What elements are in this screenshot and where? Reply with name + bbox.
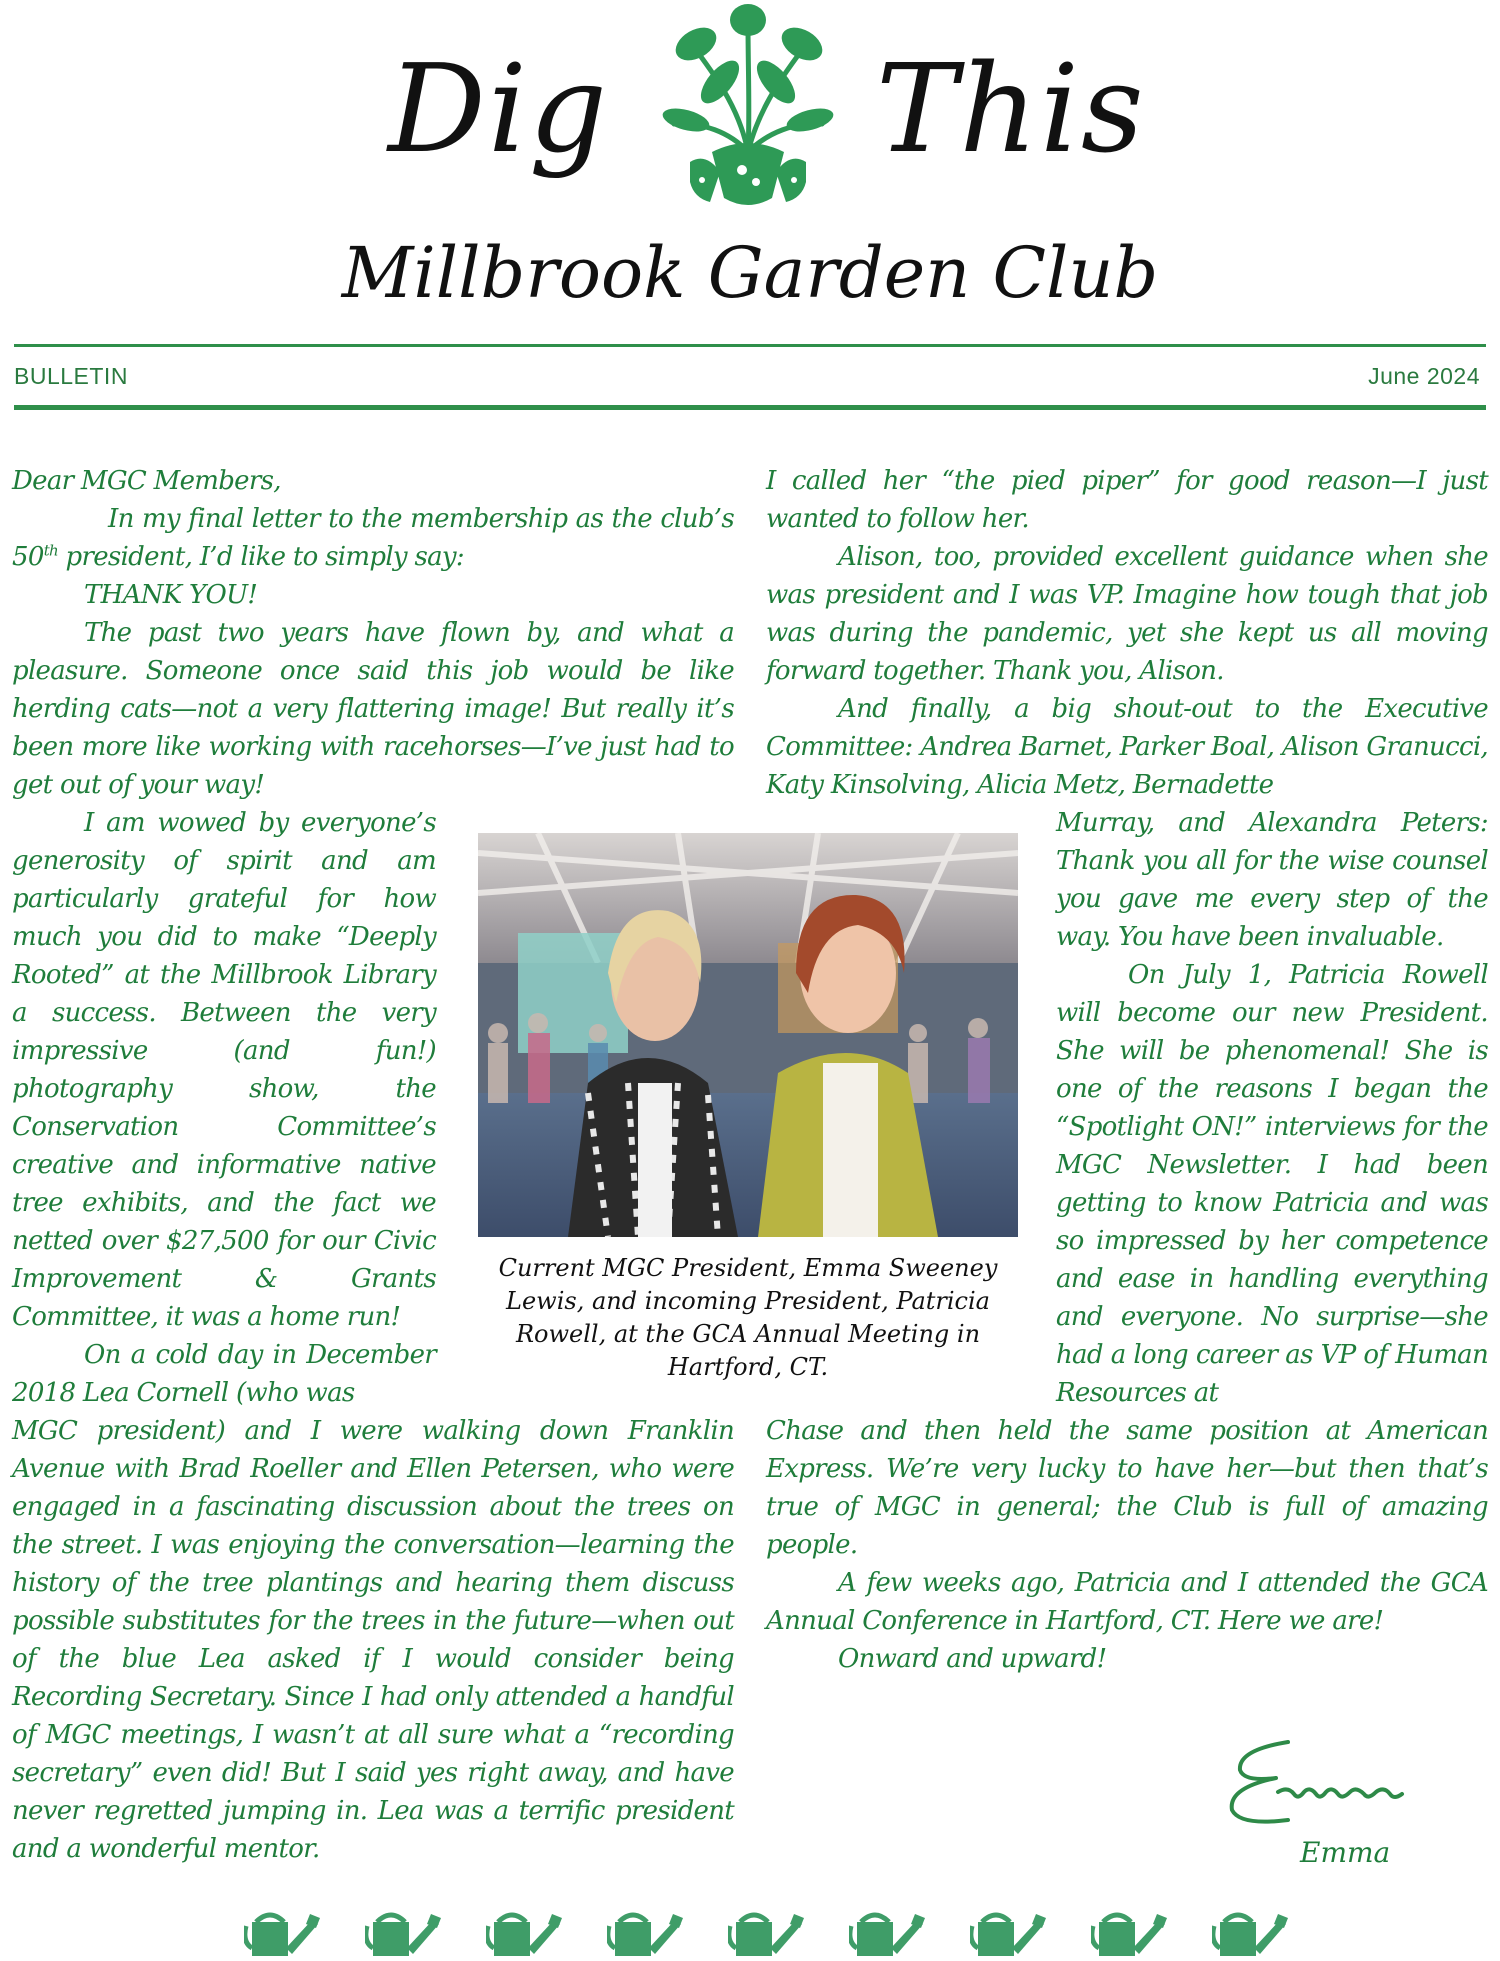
letter-right-bottom	[766, 1412, 1488, 1678]
masthead-title-left: Dig	[388, 38, 609, 180]
garden-plant-logo-icon	[650, 2, 846, 212]
closing-line: Onward and upward!	[838, 1644, 1107, 1674]
thank-you: THANK YOU!	[84, 580, 258, 610]
bottom-rule	[14, 405, 1486, 410]
letter-left-bottom	[12, 1412, 734, 1868]
paragraph-2: The past two years have flown by, and what a pleasure. Someone once said this job would be like herding cats—not a very flattering image! But really it’s been more like working with racehorses—I’ve just had to get out of your way!	[12, 618, 734, 800]
paragraph-5: I called her “the pied piper” for good reason—I just wanted to follow her.	[766, 466, 1488, 534]
paragraph-6: Alison, too, provided excellent guidance when she was president and I was VP. Imagine how tough that job was during the pandemic, yet she kept us all moving forward together. Thank you, Alison.	[766, 542, 1488, 686]
event-photo	[478, 833, 1018, 1237]
watering-can-icon	[486, 1908, 562, 1958]
watering-can-icon	[607, 1908, 683, 1958]
letter-right-top	[766, 462, 1488, 804]
paragraph-8-rest: Chase and then held the same position at American Express. We’re very lucky to have her—but then that’s true of MGC in general; the Club is full of amazing people.	[766, 1416, 1488, 1560]
watering-can-icon	[849, 1908, 925, 1958]
top-rule	[14, 344, 1486, 347]
paragraph-4-start: On a cold day in December 2018 Lea Cornell (who was	[12, 1340, 436, 1408]
signature-name: Emma	[1300, 1836, 1391, 1869]
salutation: Dear MGC Members,	[12, 466, 281, 496]
letter-left-narrow	[12, 804, 436, 1412]
bulletin-label: BULLETIN	[14, 363, 128, 389]
watering-can-icon	[728, 1908, 804, 1958]
emma-signature-icon	[1218, 1730, 1438, 1830]
paragraph-1: In my final letter to the membership as the club’s 50th president, I’d like to simply say:	[12, 504, 734, 572]
paragraph-3: I am wowed by everyone’s generosity of spirit and am particularly grateful for how much you did to make “Deeply Rooted” at the Millbrook Library a success. Between the very impressive (and fun!) photography show, the Conservation Committee’s creative and informative native tree exhibits, and the fact we netted over $27,500 for our Civic Improvement & Grants Committee, it was a home run!	[12, 808, 436, 1332]
paragraph-9: A few weeks ago, Patricia and I attended the GCA Annual Conference in Hartford, CT. Here we are!	[766, 1568, 1488, 1636]
watering-can-icon	[365, 1908, 441, 1958]
watering-can-icon	[1091, 1908, 1167, 1958]
paragraph-7-start: And finally, a big shout-out to the Executive Committee: Andrea Barnet, Parker Boal, Alison Granucci, Katy Kinsolving, Alicia Metz, Bernadette	[766, 694, 1488, 800]
photo-caption: Current MGC President, Emma Sweeney Lewis, and incoming President, Patricia Rowell, at the GCA Annual Meeting in Hartford, CT.	[498, 1254, 998, 1381]
letter-left-top	[12, 462, 734, 804]
club-name: Millbrook Garden Club	[341, 232, 1159, 314]
watering-can-icon	[1212, 1908, 1288, 1958]
bulletin-date: June 2024	[1368, 363, 1480, 389]
masthead-title-right: This	[876, 38, 1146, 180]
paragraph-4-rest: MGC president) and I were walking down Franklin Avenue with Brad Roeller and Ellen Petersen, who were engaged in a fascinating discussion about the trees on the street. I was enjoying the conversation—learning the history of the tree plantings and hearing them discuss possible substitutes for the trees in the future—when out of the blue Lea asked if I would consider being Recording Secretary. Since I had only attended a handful of MGC meetings, I wasn’t at all sure what a “recording secretary” even did! But I said yes right away, and have never regretted jumping in. Lea was a terrific president and a wonderful mentor.	[12, 1416, 734, 1864]
paragraph-8: On July 1, Patricia Rowell will become our new President. She will be phenomenal! She is one of the reasons I began the “Spotlight ON!” interviews for the MGC Newsletter. I had been getting to know Patricia and was so impressed by her competence and ease in handling everything and everyone. No surprise—she had a long career as VP of Human Resources at	[1056, 960, 1488, 1408]
letter-right-narrow	[1056, 804, 1488, 1412]
watering-can-icon	[244, 1908, 320, 1958]
watering-can-footer	[244, 1908, 1284, 1958]
watering-can-icon	[970, 1908, 1046, 1958]
paragraph-7-rest: Murray, and Alexandra Peters: Thank you all for the wise counsel you gave me every step of the way. You have been invaluable.	[1056, 808, 1488, 952]
